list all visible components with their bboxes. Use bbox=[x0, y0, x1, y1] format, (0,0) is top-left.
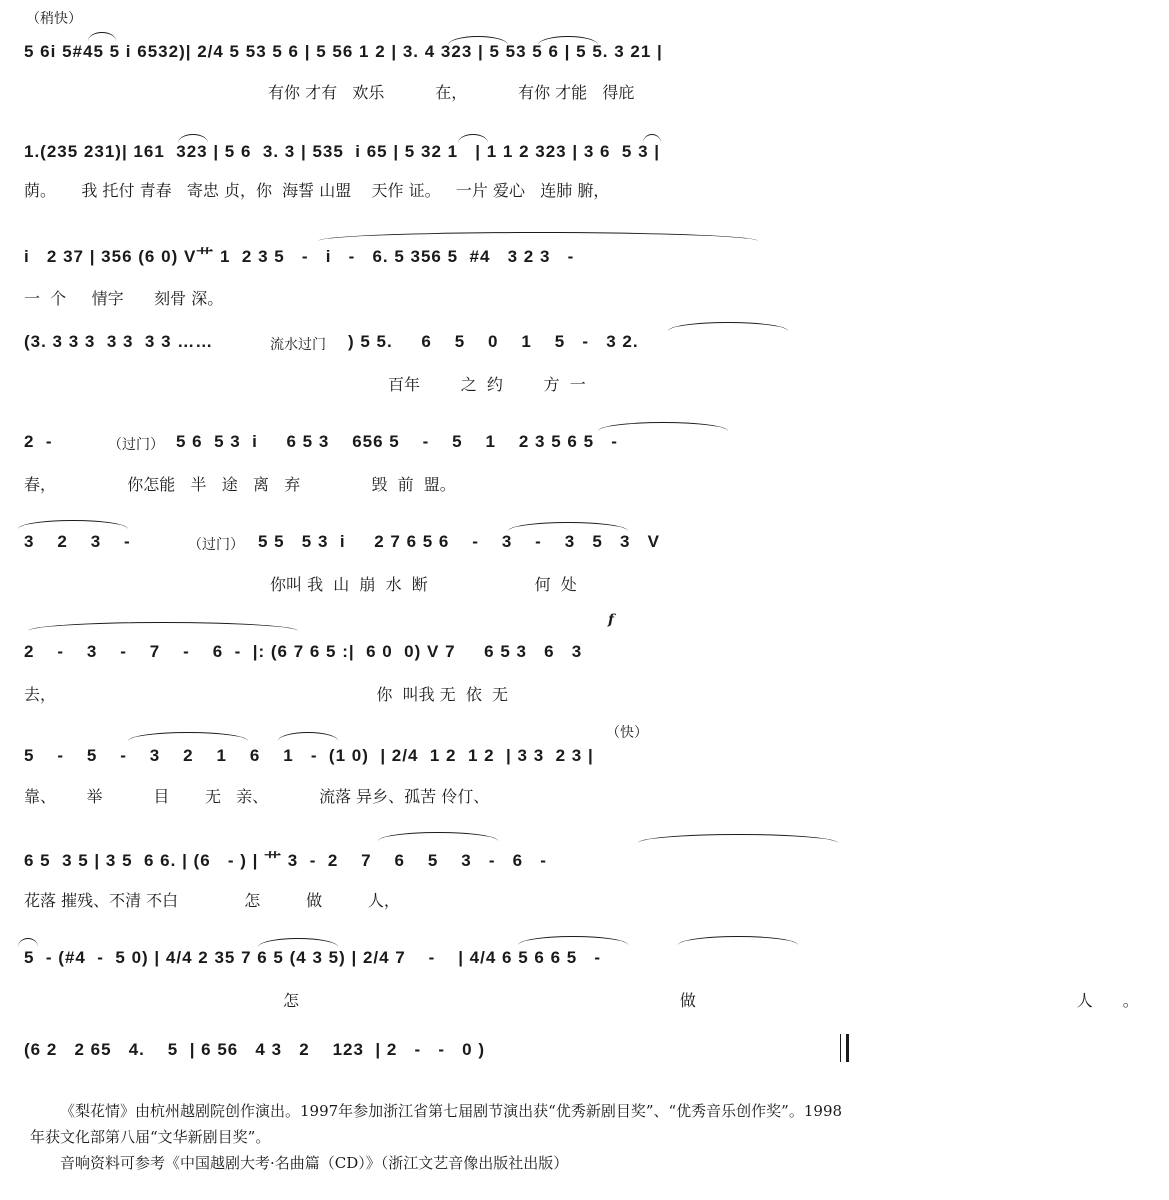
slur bbox=[88, 32, 116, 41]
lyric-line: 有你 才有 欢乐 在， 有你 才能 得庇 bbox=[268, 83, 635, 102]
notation-line: (3. 3 3 3 3 3 3 3 …… bbox=[24, 332, 214, 351]
notation-line: 2 - 3 - 7 - 6 - |: (6 7 6 5 :| 6 0 0) V 7 6 5 3 6 3 bbox=[24, 642, 583, 661]
notation-line: 6 5 3 5 | 3 5 6 6. | (6 - ) | 艹 3 - 2 7 6 5 3 - 6 - bbox=[24, 851, 547, 870]
notation-line: i 2 37 | 356 (6 0) V艹 1 2 3 5 - i - 6. 5 356 5 #4 3 2 3 - bbox=[24, 247, 575, 266]
notation-line: 1.(235 231)| 161 323 | 5 6 3. 3 | 535 i 65 | 5 32 1 | 1 1 2 323 | 3 6 5 3 | bbox=[24, 142, 661, 161]
system-11 bbox=[18, 1030, 858, 1080]
system-3 bbox=[18, 228, 858, 308]
lyric-line: 春， 你怎能 半 途 离 弃 毁 前 盟。 bbox=[24, 475, 456, 494]
notation-line-continued: 5 5 5 3 i 2 7 6 5 6 - 3 - 3 5 3 V bbox=[258, 532, 660, 551]
slur bbox=[378, 832, 498, 841]
lyric-line: 你叫 我 山 崩 水 断 何 处 bbox=[270, 575, 577, 594]
slur bbox=[448, 36, 508, 45]
slur bbox=[668, 322, 788, 331]
dynamic-marking: f bbox=[608, 612, 615, 628]
notation-line: 3 2 3 - bbox=[24, 532, 131, 551]
notation-line: 5 - 5 - 3 2 1 6 1 - (1 0) | 2/4 1 2 1 2 | 3 3 2 3 | bbox=[24, 746, 594, 765]
footer-paragraph-1: 《梨花情》由杭州越剧院创作演出。1997年参加浙江省第七届剧节演出获“优秀新剧目奖”、“优秀音乐创作奖”。1998年获文化部第八届“文华新剧目奖”。 bbox=[30, 1102, 843, 1146]
final-barline bbox=[840, 1034, 849, 1062]
slur bbox=[518, 936, 628, 945]
slur bbox=[598, 422, 728, 431]
footer-notes bbox=[30, 1098, 850, 1176]
tempo-marking: （快） bbox=[606, 725, 648, 741]
system-10 bbox=[18, 918, 1169, 1010]
notation-line: 5 6i 5#45 5 i 6532)| 2/4 5 53 5 6 | 5 56 1 2 | 3. 4 323 | 5 53 5 6 | 5 5. 3 21 | bbox=[24, 42, 663, 61]
slur bbox=[18, 938, 38, 947]
footer-paragraph-2: 音响资料可参考《中国越剧大考·名曲篇（CD）》（浙江文艺音像出版社出版） bbox=[60, 1154, 569, 1172]
slur bbox=[643, 134, 661, 143]
lyric-line: 靠、 举 目 无 亲、 流落 异乡、孤苦 伶仃、 bbox=[24, 787, 490, 806]
notation-line: 2 - bbox=[24, 432, 53, 451]
notation-line: 5 - (#4 - 5 0) | 4/4 2 35 7 6 5 (4 3 5) | 2/4 7 - | 4/4 6 5 6 6 5 - bbox=[24, 948, 602, 967]
slur bbox=[538, 36, 598, 45]
system-4 bbox=[18, 318, 858, 408]
slur bbox=[678, 936, 798, 945]
slur bbox=[508, 522, 628, 531]
slur bbox=[278, 732, 338, 741]
lyric-line: 怎 做 人。 bbox=[283, 991, 1169, 1010]
slur bbox=[458, 134, 488, 143]
slur bbox=[258, 938, 338, 947]
slur bbox=[178, 134, 208, 143]
slur bbox=[18, 520, 128, 529]
slur bbox=[128, 732, 248, 741]
notation-line-continued: ) 5 5. 6 5 0 1 5 - 3 2. bbox=[348, 332, 639, 351]
system-5 bbox=[18, 418, 858, 508]
system-9 bbox=[18, 818, 858, 908]
notation-line-continued: 5 6 5 3 i 6 5 3 656 5 - 5 1 2 3 5 6 5 - bbox=[176, 432, 618, 451]
system-6 bbox=[18, 518, 858, 608]
system-1 bbox=[18, 8, 858, 102]
lyric-line: 花落 摧残、不清 不白 怎 做 人， bbox=[24, 891, 400, 910]
interlude-label: 流水过门 bbox=[270, 337, 326, 353]
tempo-marking: （稍快） bbox=[26, 11, 82, 27]
lyric-line: 去， 你 叫我 无 依 无 bbox=[24, 685, 509, 704]
notation-line: (6 2 2 65 4. 5 | 6 56 4 3 2 123 | 2 - - 0 ) bbox=[24, 1040, 485, 1059]
slur bbox=[638, 834, 838, 843]
system-2 bbox=[18, 128, 858, 208]
lyric-line: 一 个 情字 刻骨 深。 bbox=[24, 289, 224, 308]
slur bbox=[318, 232, 758, 241]
lyric-line: 百年 之 约 方 一 bbox=[388, 375, 586, 394]
interlude-label: （过门） bbox=[188, 537, 244, 553]
lyric-line: 荫。 我 托付 青春 寄忠 贞，你 海誓 山盟 天作 证。 一片 爱心 连肺 腑， bbox=[24, 181, 610, 200]
slur bbox=[28, 622, 298, 631]
interlude-label: （过门） bbox=[108, 437, 164, 453]
system-7 bbox=[18, 612, 858, 708]
system-8 bbox=[18, 718, 858, 808]
